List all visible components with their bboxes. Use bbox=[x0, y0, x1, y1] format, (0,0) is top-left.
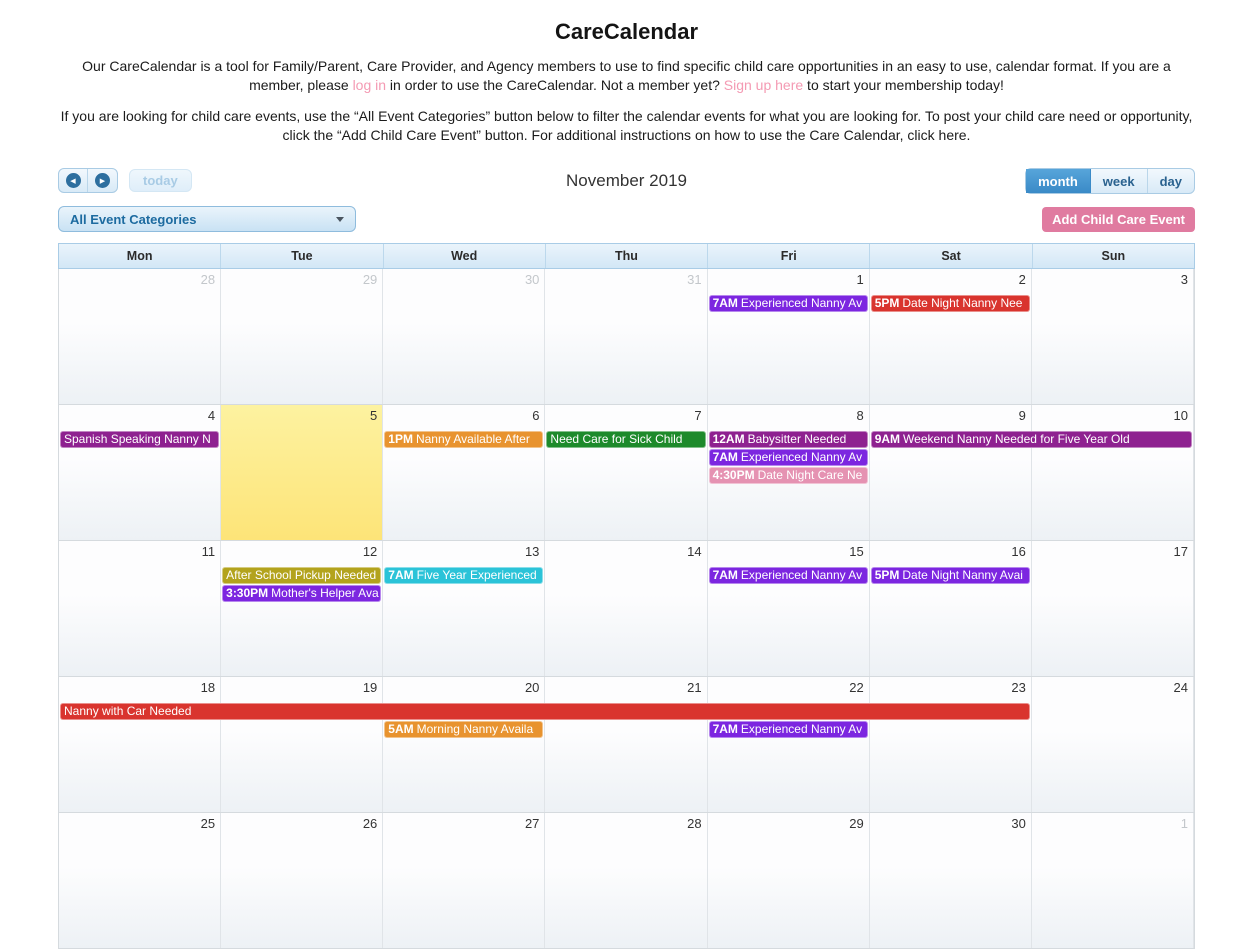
calendar-event[interactable] bbox=[546, 431, 705, 448]
day-number: 30 bbox=[524, 272, 540, 287]
day-cell[interactable] bbox=[1032, 269, 1194, 404]
page-container bbox=[58, 0, 1195, 831]
day-number: 18 bbox=[200, 680, 216, 695]
event-time: 7AM bbox=[712, 722, 738, 736]
day-cell[interactable] bbox=[1032, 541, 1194, 676]
filter-row bbox=[58, 206, 1195, 233]
day-cell[interactable] bbox=[221, 541, 383, 676]
event-time: 3:30PM bbox=[226, 586, 269, 600]
day-cell[interactable] bbox=[870, 677, 1032, 812]
day-header: Wed bbox=[384, 244, 546, 268]
calendar-event[interactable] bbox=[60, 703, 1030, 720]
day-cell[interactable] bbox=[59, 405, 221, 540]
day-number: 23 bbox=[1011, 680, 1026, 695]
event-time: 7AM bbox=[712, 450, 738, 464]
event-time: 7AM bbox=[712, 568, 738, 582]
day-cell[interactable] bbox=[1032, 813, 1194, 948]
day-cell[interactable] bbox=[708, 269, 870, 404]
event-title: Date Night Nanny Nee bbox=[902, 296, 1023, 310]
day-number: 17 bbox=[1173, 544, 1188, 559]
day-number: 10 bbox=[1173, 408, 1188, 423]
page-title: CareCalendar bbox=[554, 19, 699, 44]
calendar-month-title: November 2019 bbox=[566, 171, 687, 190]
event-category-dropdown[interactable] bbox=[58, 206, 356, 232]
calendar-event[interactable] bbox=[222, 567, 381, 584]
calendar-event[interactable] bbox=[709, 721, 868, 738]
day-number: 4 bbox=[207, 408, 216, 423]
event-time: 5AM bbox=[388, 722, 414, 736]
calendar-header-row bbox=[58, 243, 1195, 269]
event-time: 1PM bbox=[388, 432, 413, 446]
calendar-event[interactable] bbox=[709, 431, 868, 448]
day-number: 29 bbox=[362, 272, 378, 287]
event-title: Mother's Helper Ava bbox=[271, 586, 379, 600]
day-number: 21 bbox=[687, 680, 702, 695]
day-number: 5 bbox=[370, 408, 378, 423]
event-time: 9AM bbox=[874, 432, 901, 446]
view-month-button[interactable]: month bbox=[1026, 169, 1091, 193]
day-cell[interactable] bbox=[708, 813, 870, 948]
day-cell[interactable] bbox=[59, 541, 221, 676]
day-number: 8 bbox=[856, 408, 864, 423]
day-cell[interactable] bbox=[708, 541, 870, 676]
day-number: 20 bbox=[524, 680, 540, 695]
day-cell[interactable] bbox=[59, 269, 221, 404]
today-button[interactable]: today bbox=[129, 169, 192, 192]
day-number: 15 bbox=[849, 544, 864, 559]
day-cell[interactable] bbox=[870, 405, 1032, 540]
calendar-event[interactable] bbox=[871, 431, 1192, 448]
day-cell[interactable] bbox=[221, 813, 383, 948]
day-number: 22 bbox=[849, 680, 864, 695]
day-cell[interactable] bbox=[545, 677, 707, 812]
day-number: 2 bbox=[1018, 272, 1026, 287]
intro-text: to start your membership today! bbox=[803, 77, 1004, 93]
event-time: 7AM bbox=[712, 296, 738, 310]
calendar-event[interactable] bbox=[871, 567, 1030, 584]
event-title: Morning Nanny Availa bbox=[416, 722, 534, 736]
day-number: 27 bbox=[524, 816, 540, 831]
calendar bbox=[58, 243, 1195, 831]
calendar-event[interactable] bbox=[384, 721, 543, 738]
signup-link[interactable]: Sign up here bbox=[723, 77, 804, 93]
day-cell-today[interactable] bbox=[221, 405, 383, 540]
day-number: 1 bbox=[1180, 816, 1188, 831]
calendar-event[interactable] bbox=[222, 585, 381, 602]
day-number: 9 bbox=[1018, 408, 1026, 423]
event-title: Weekend Nanny Needed for Five Year Old bbox=[903, 432, 1130, 446]
calendar-body bbox=[58, 269, 1195, 949]
day-number: 29 bbox=[849, 816, 864, 831]
event-title: Date Night Nanny Avai bbox=[902, 568, 1023, 582]
day-header: Thu bbox=[546, 244, 708, 268]
day-header: Sun bbox=[1101, 249, 1126, 263]
event-time: 12AM bbox=[712, 432, 745, 446]
day-cell[interactable] bbox=[221, 269, 383, 404]
view-switcher bbox=[1025, 168, 1195, 194]
chevron-right-icon: ▶ bbox=[95, 173, 110, 188]
event-title: After School Pickup Needed bbox=[226, 568, 377, 582]
day-cell[interactable] bbox=[1032, 677, 1194, 812]
event-title: Nanny with Car Needed bbox=[64, 704, 192, 718]
day-cell[interactable] bbox=[383, 269, 545, 404]
day-cell[interactable] bbox=[383, 541, 545, 676]
prev-month-button[interactable] bbox=[59, 169, 88, 192]
week-row bbox=[58, 677, 1195, 813]
day-number: 31 bbox=[687, 272, 702, 287]
day-number: 14 bbox=[687, 544, 702, 559]
intro-text: in order to use the CareCalendar. Not a member yet? bbox=[386, 77, 724, 93]
day-number: 12 bbox=[362, 544, 378, 559]
day-cell[interactable] bbox=[59, 677, 221, 812]
day-header: Mon bbox=[59, 244, 221, 268]
day-number: 11 bbox=[201, 544, 216, 559]
calendar-toolbar bbox=[58, 168, 1195, 194]
calendar-event[interactable] bbox=[871, 295, 1030, 312]
day-cell[interactable] bbox=[545, 405, 707, 540]
day-number: 1 bbox=[856, 272, 864, 287]
chevron-down-icon bbox=[336, 217, 344, 222]
day-cell[interactable] bbox=[383, 677, 545, 812]
event-title: Spanish Speaking Nanny N bbox=[64, 432, 211, 446]
calendar-event[interactable] bbox=[384, 431, 543, 448]
intro-paragraph-2: If you are looking for child care events, use the “All Event Categories” button below to filter the calendar events for what you are looking for. To post your child care need or opportunity, click the “Add Child Care Event” button. For additional instructions on how to use the Care Calendar, click here. bbox=[60, 108, 1193, 143]
calendar-event[interactable] bbox=[60, 431, 219, 448]
day-cell[interactable] bbox=[383, 813, 545, 948]
day-cell[interactable] bbox=[1032, 405, 1194, 540]
day-number: 24 bbox=[1173, 680, 1188, 695]
day-number: 19 bbox=[362, 680, 378, 695]
day-cell[interactable] bbox=[545, 813, 707, 948]
event-title: Experienced Nanny Av bbox=[740, 722, 863, 736]
day-cell[interactable] bbox=[870, 269, 1032, 404]
week-row bbox=[58, 269, 1195, 405]
view-week-button[interactable]: week bbox=[1091, 169, 1148, 193]
event-title: Experienced Nanny Av bbox=[740, 296, 863, 310]
day-cell[interactable] bbox=[708, 677, 870, 812]
day-number: 26 bbox=[362, 816, 378, 831]
week-row bbox=[58, 405, 1195, 541]
next-month-button[interactable] bbox=[88, 169, 117, 192]
intro-paragraph-1 bbox=[58, 57, 1195, 95]
week-row bbox=[58, 813, 1195, 949]
day-cell[interactable] bbox=[870, 541, 1032, 676]
calendar-event[interactable] bbox=[709, 449, 868, 466]
event-time: 5PM bbox=[874, 296, 900, 310]
day-cell[interactable] bbox=[545, 541, 707, 676]
calendar-event[interactable] bbox=[709, 467, 868, 484]
day-number: 25 bbox=[200, 816, 216, 831]
event-title: Babysitter Needed bbox=[747, 432, 847, 446]
login-link[interactable]: log in bbox=[352, 77, 387, 93]
day-cell[interactable] bbox=[221, 677, 383, 812]
day-cell[interactable] bbox=[545, 269, 707, 404]
event-title: Nanny Available After bbox=[415, 432, 530, 446]
day-number: 3 bbox=[1180, 272, 1188, 287]
day-number: 7 bbox=[694, 408, 702, 423]
event-title: Need Care for Sick Child bbox=[550, 432, 683, 446]
view-day-button[interactable]: day bbox=[1159, 173, 1182, 189]
day-cell[interactable] bbox=[383, 405, 545, 540]
day-header: Fri bbox=[708, 244, 870, 268]
add-child-care-event-button[interactable]: Add Child Care Event bbox=[1042, 207, 1195, 232]
day-header: Sat bbox=[870, 244, 1032, 268]
event-title: Experienced Nanny Av bbox=[740, 568, 863, 582]
week-row bbox=[58, 541, 1195, 677]
chevron-left-icon: ◀ bbox=[66, 173, 81, 188]
event-title: Five Year Experienced bbox=[416, 568, 537, 582]
event-title: Experienced Nanny Av bbox=[740, 450, 863, 464]
event-title: Date Night Care Ne bbox=[757, 468, 863, 482]
day-number: 13 bbox=[524, 544, 540, 559]
day-number: 28 bbox=[687, 816, 702, 831]
event-time: 4:30PM bbox=[712, 468, 755, 482]
day-number: 30 bbox=[1011, 816, 1026, 831]
day-cell[interactable] bbox=[870, 813, 1032, 948]
day-number: 28 bbox=[200, 272, 216, 287]
day-header: Tue bbox=[221, 244, 383, 268]
calendar-event[interactable] bbox=[709, 295, 868, 312]
event-category-label: All Event Categories bbox=[70, 211, 197, 227]
event-time: 5PM bbox=[874, 568, 900, 582]
day-cell[interactable] bbox=[59, 813, 221, 948]
intro-text: Our CareCalendar is a tool for Family/Parent, Care Provider, and Agency members to use to find specific child care opportunities in an easy to use, calendar format. If you are a member, please bbox=[82, 58, 1171, 93]
day-number: 6 bbox=[532, 408, 540, 423]
calendar-event[interactable] bbox=[709, 567, 868, 584]
nav-button-group bbox=[58, 168, 118, 193]
event-time: 7AM bbox=[388, 568, 414, 582]
calendar-event[interactable] bbox=[384, 567, 543, 584]
day-number: 16 bbox=[1011, 544, 1026, 559]
